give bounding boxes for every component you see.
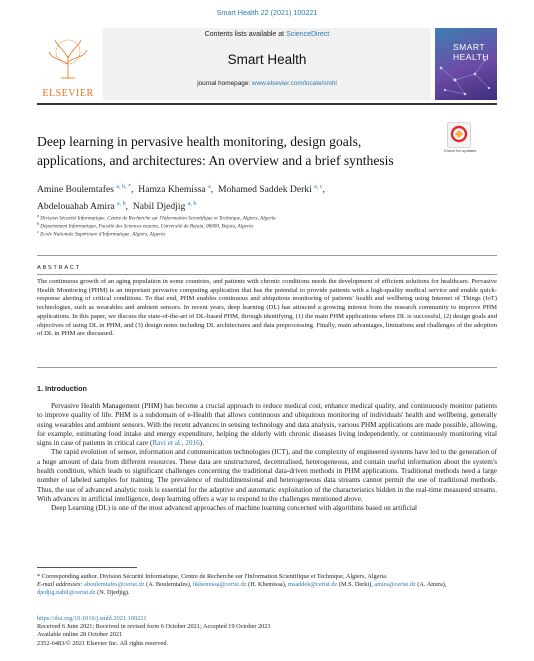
cover-network-graphic bbox=[435, 28, 497, 100]
abstract-top-rule bbox=[37, 255, 497, 256]
journal-info-box bbox=[103, 28, 431, 100]
paragraph: Deep Learning (DL) is one of the most advanced approaches of machine learning concerned with algorithms based on artificial bbox=[51, 504, 418, 513]
homepage-line bbox=[103, 80, 431, 87]
body-text bbox=[37, 402, 497, 514]
author-marks: a, c bbox=[314, 184, 323, 190]
affiliation-text: Département Informatique, Faculté des Sciences exactes, Université de Bejaia, 06000, Bejaia, Algeria bbox=[40, 223, 254, 230]
abstract-heading: ABSTRACT bbox=[37, 265, 81, 271]
affiliation-mark: a bbox=[37, 213, 39, 218]
copyright: 2352-6483/© 2021 Elsevier Inc. All rights reserved. bbox=[37, 639, 169, 647]
abstract-heading-rule bbox=[37, 274, 497, 275]
contents-line bbox=[103, 31, 431, 38]
author-list: Amine Boulemtafes $^{a, b, *}$, Hamza Khemissa $^a$, Mohamed Saddek Derki $^{a, c}$, Abdelouahab Amira $^{a, b}$, Nabil Djedjig $^{a, b}$ bbox=[37, 184, 325, 213]
paragraph: The rapid evolution of sensor, information and communication technologies (ICT), and the complexity of engineered systems have led to the generation of a huge amount of data from different resources. These data are unstructured, decentralised, heterogeneous, and contain useful information about the system's health condition, which leads to significant challenges concerning the traditional data-driven methods in PHM applications. Traditional methods need a large number of labeled samples for training. The prevalence of multidimensional and heterogeneous data streams cannot permit the use of traditional methods. Thus, the use of advanced analytic tools is essential for the adaptive and automatic exploitation of the characteristics hidden in the real-time measured streams. With advances in artificial intelligence, deep learning offers a way to respond to the challenges mentioned above. bbox=[37, 448, 497, 503]
email-owner: (M.S. Derki), bbox=[337, 581, 375, 589]
paragraph-text: ). bbox=[199, 439, 204, 448]
abstract-bottom-rule bbox=[37, 367, 497, 368]
email-link[interactable]: djedjig.nabil@cerist.dz bbox=[37, 589, 96, 597]
doi-link[interactable]: https://doi.org/10.1016/j.smhl.2021.100221 bbox=[37, 615, 147, 622]
affiliation-mark: b bbox=[37, 221, 39, 226]
email-owner: (A. Amira), bbox=[415, 581, 447, 589]
homepage-prefix: journal homepage: bbox=[197, 80, 252, 87]
affiliation bbox=[37, 229, 497, 238]
email-link[interactable]: hkhemissa@cerist.dz bbox=[192, 581, 247, 589]
author-marks: a, b bbox=[187, 201, 197, 208]
available-online: Available online 28 October 2021 bbox=[37, 631, 123, 639]
corresponding-author-note: * Corresponding author. Division Sécurité Informatique, Centre de Recherche sur l'Information Scientifique et Technique, Algiers, Algeria. bbox=[37, 573, 388, 580]
author-marks: a, b bbox=[116, 201, 126, 208]
affiliation-text: Ecole Nationale Supérieure d'Informatique, Algiers, Algeria bbox=[40, 231, 166, 238]
journal-name: Smart Health bbox=[227, 52, 307, 67]
journal-citation[interactable]: Smart Health 22 (2021) 100221 bbox=[216, 8, 318, 17]
footnote-rule bbox=[37, 567, 137, 568]
author-name[interactable]: Abdelouahab Amira bbox=[37, 201, 115, 213]
article-title: Deep learning in pervasive health monitoring, design goals, applications, and architectures: An overview and a brief synthesis bbox=[37, 134, 394, 168]
section-heading: 1. Introduction bbox=[37, 384, 87, 393]
email-link[interactable]: aboulemtafes@cerist.dz bbox=[84, 581, 145, 589]
email-link[interactable]: msaddek@cerist.dz bbox=[287, 581, 338, 589]
author-marks: a, b, * bbox=[116, 184, 132, 190]
affiliation-mark: c bbox=[37, 229, 39, 234]
paragraph-text: Pervasive Health Management (PHM) has become a crucial approach to reduce medical cost, enhance medical quality, and continuously monitor patients to improve quality of life. PHM is a subdomain of e-Health that allows continuous and ubiquitous monitoring of individuals' health and wellbeing, generally using wearables and ambient sensors. With the recent advances in sensing technology and data analysis, various PHM applications are made possible, allowing, for example, estimating food intake and energy expenditure, helping the elderly with chronic diseases living independently, or continuously monitoring vital signs in case of patients in critical care ( bbox=[37, 402, 497, 448]
author-name[interactable]: Mohamed Saddek Derki bbox=[217, 184, 312, 196]
header-rule bbox=[37, 103, 497, 105]
footnote bbox=[37, 573, 497, 598]
homepage-link[interactable]: www.elsevier.com/locate/smhl bbox=[251, 80, 337, 87]
check-for-updates-label: Check for updates bbox=[443, 148, 477, 153]
email-line bbox=[37, 581, 497, 597]
citation-link[interactable]: Ravi et al., 2016 bbox=[152, 439, 200, 448]
email-owner: (H. Khemissa), bbox=[246, 581, 288, 589]
publication-info bbox=[37, 615, 497, 648]
author-name[interactable]: Hamza Khemissa bbox=[138, 184, 206, 196]
email-link[interactable]: amira@cerist.dz bbox=[374, 581, 416, 589]
email-owner: (N. Djedjig). bbox=[95, 589, 130, 597]
email-owner: (A. Boulemtafes), bbox=[144, 581, 193, 589]
cover-title-line2: HEALTH bbox=[453, 52, 489, 62]
author-name[interactable]: Nabil Djedjig bbox=[132, 201, 186, 213]
email-label: E-mail addresses: bbox=[37, 581, 83, 589]
author-marks: a bbox=[208, 184, 211, 190]
sciencedirect-link[interactable]: ScienceDirect bbox=[286, 31, 330, 38]
author-name[interactable]: Amine Boulemtafes bbox=[37, 184, 114, 196]
journal-cover-image[interactable] bbox=[435, 28, 497, 100]
paragraph bbox=[37, 402, 497, 448]
elsevier-wordmark: ELSEVIER bbox=[42, 88, 94, 99]
cover-title-line1: SMART bbox=[453, 42, 486, 52]
abstract-text: The continuous growth of an aging population in some countries, and patients with chronic conditions needs the development of efficient solutions for healthcare. Pervasive Health Monitoring (PHM) is an important pervasive computing application that has the potential to provide patients with a high-quality medical service and enable quick-response alerting of critical conditions. To that end, PHM enables continuous and ubiquitous monitoring of patients' health and wellbeing using Internet of Things (IoT) technologies, such as wearables and ambient sensors. In recent years, deep learning (DL) has attracted a growing interest from the research community to improve PHM applications. In this paper, we discuss the state-of-the-art of DL-based PHM, through identifying, (1) the main PHM applications where DL is successful, (2) design goals and objectives of using DL in PHM, and (3) design notes including DL architectures and data preprocessing. Finally, main advantages, limitations and challenges of the adoption of DL in PHM are discussed. bbox=[37, 278, 497, 338]
contents-prefix: Contents lists available at bbox=[204, 31, 287, 38]
check-for-updates-icon[interactable] bbox=[447, 122, 471, 148]
affiliation-text: Division Sécurité Informatique, Centre de Recherche sur l'Information Scientifique et Technique, Algiers, Algeria bbox=[40, 215, 276, 222]
journal-banner bbox=[37, 28, 497, 100]
received-dates: Received 6 June 2021; Received in revised form 6 October 2021; Accepted 19 October 2021 bbox=[37, 623, 271, 631]
elsevier-logo[interactable] bbox=[37, 34, 99, 100]
